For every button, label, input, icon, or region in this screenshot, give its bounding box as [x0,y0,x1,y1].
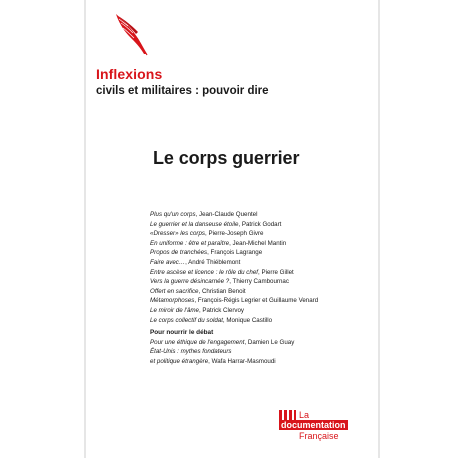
book-title: Le corps guerrier [153,148,300,168]
toc-entry: Entre ascèse et licence : le rôle du chef, Pierre Gillet [150,268,294,276]
toc-entry: Le guerrier et la danseuse étoile, Patrick Godart [150,220,282,228]
debate-entry: et politique étrangère, Wafa Harrar-Masmoudi [150,357,276,365]
publisher-line-1: La [299,410,310,420]
toc-entry: Faire avec…, André Thiéblemont [150,258,241,266]
toc-entry: «Dresser» les corps, Pierre-Joseph Givre [150,230,264,238]
cover-left-edge [84,0,86,458]
publisher-line-2: documentation [281,420,346,430]
debate-entry: État-Unis : mythes fondateurs [150,348,232,356]
series-title: Inflexions [96,66,163,82]
cover-right-edge [378,0,380,458]
toc-entry: Métamorphoses, François-Régis Legrier et Guillaume Venard [150,297,319,305]
toc-entry: Le miroir de l'âme, Patrick Clervoy [150,306,245,314]
toc-entry: Vers la guerre désincarnée ?, Thierry Cambournac [150,278,289,286]
toc-entry: Propos de tranchées, François Lagrange [150,249,263,257]
toc-entry: En uniforme : être et paraître, Jean-Michel Mantin [150,239,287,247]
table-of-contents [150,210,375,367]
quill-feather-icon [113,10,149,56]
publisher-line-3: Française [299,431,339,441]
debate-entry: Pour une éthique de l'engagement, Damien Le Guay [150,338,295,346]
toc-entry: Offert en sacrifice, Christian Benoit [150,287,246,295]
toc-entry: Plus qu'un corps, Jean-Claude Quentel [150,211,258,218]
debate-heading: Pour nourrir le débat [150,329,214,337]
toc-entry: Le corps collectif du soldat, Monique Castillo [150,316,273,324]
series-subtitle: civils et militaires : pouvoir dire [96,85,269,97]
publisher-logo [279,409,379,445]
